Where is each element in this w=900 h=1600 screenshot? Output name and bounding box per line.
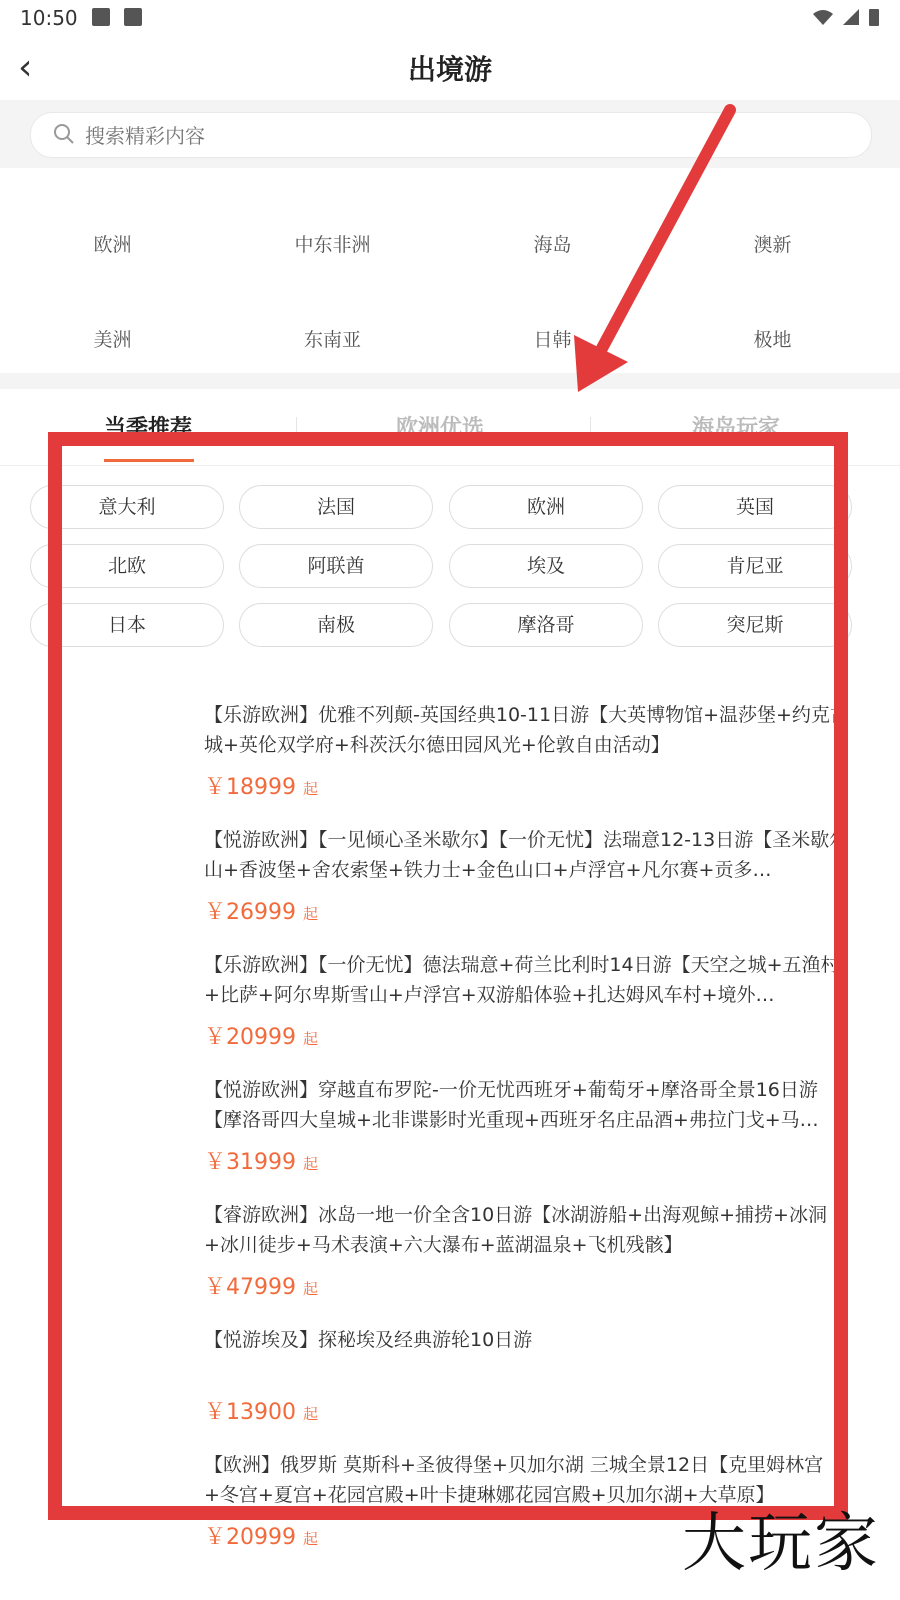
item-title: 【悦游埃及】探秘埃及经典游轮10日游: [204, 1329, 533, 1351]
item-price-suffix: 起: [303, 1155, 319, 1173]
item-price-suffix: 起: [303, 780, 319, 798]
watermark: 大玩家: [682, 1507, 880, 1581]
region-australia-nz[interactable]: 澳新: [753, 234, 792, 256]
item-price: ￥26999: [204, 900, 296, 925]
tag-chip[interactable]: 欧洲: [449, 485, 643, 529]
region-americas[interactable]: 美洲: [93, 329, 132, 351]
tag-chip[interactable]: 北欧: [30, 544, 224, 588]
item-price: ￥13900: [204, 1400, 296, 1425]
item-price: ￥20999: [204, 1525, 296, 1550]
item-price-suffix: 起: [303, 1280, 319, 1298]
region-islands[interactable]: 海岛: [533, 234, 572, 256]
item-price-suffix: 起: [303, 905, 319, 923]
region-europe[interactable]: 欧洲: [93, 234, 132, 256]
item-price-suffix: 起: [303, 1030, 319, 1048]
tag-chip[interactable]: 英国: [658, 485, 852, 529]
back-chevron-icon[interactable]: ‹: [18, 47, 33, 88]
tag-chip[interactable]: 阿联酋: [239, 544, 433, 588]
item-price: ￥47999: [204, 1275, 296, 1300]
item-price: ￥18999: [204, 775, 296, 800]
region-polar[interactable]: 极地: [753, 329, 792, 351]
item-title: 【睿游欧洲】冰岛一地一价全含10日游【冰湖游船+出海观鲸+捕捞+冰洞+冰川徒步+马术表演+六大瀑布+蓝湖温泉+飞机残骸】: [204, 1204, 827, 1256]
tag-chip[interactable]: 埃及: [449, 544, 643, 588]
item-title: 【乐游欧洲】优雅不列颠-英国经典10-11日游【大英博物馆+温莎堡+约克古城+英伦双学府+科茨沃尔德田园风光+伦敦自由活动】: [204, 704, 849, 756]
tag-chip[interactable]: 摩洛哥: [449, 603, 643, 647]
item-title: 【悦游欧洲】【一见倾心圣米歇尔】【一价无忧】法瑞意12-13日游【圣米歇尔山+香波堡+舍农索堡+铁力士+金色山口+卢浮宫+凡尔赛+贡多…: [204, 829, 849, 881]
tag-chip[interactable]: 日本: [30, 603, 224, 647]
region-japan-korea[interactable]: 日韩: [533, 329, 572, 351]
tag-chip[interactable]: 肯尼亚: [658, 544, 852, 588]
status-time: 10:50: [20, 6, 78, 30]
item-price: ￥31999: [204, 1150, 296, 1175]
tag-chip[interactable]: 法国: [239, 485, 433, 529]
item-price: ￥20999: [204, 1025, 296, 1050]
item-title: 【乐游欧洲】【一价无忧】德法瑞意+荷兰比利时14日游【天空之城+五渔村+比萨+阿尔卑斯雪山+卢浮宫+双游船体验+扎达姆风车村+境外…: [204, 954, 840, 1006]
tab-seasonal[interactable]: 当季推荐: [104, 416, 193, 441]
tag-chip[interactable]: 突尼斯: [658, 603, 852, 647]
tag-chip[interactable]: 意大利: [30, 485, 224, 529]
tag-chip[interactable]: 南极: [239, 603, 433, 647]
item-title: 【悦游欧洲】穿越直布罗陀-一价无忧西班牙+葡萄牙+摩洛哥全景16日游【摩洛哥四大皇城+北非谍影时光重现+西班牙名庄品酒+弗拉门戈+马…: [204, 1079, 819, 1131]
tab-island-players[interactable]: 海岛玩家: [692, 416, 781, 441]
tab-europe-picks[interactable]: 欧洲优选: [396, 416, 485, 441]
item-price-suffix: 起: [303, 1405, 319, 1423]
item-title: 【欧洲】俄罗斯 莫斯科+圣彼得堡+贝加尔湖 三城全景12日【克里姆林宫+冬宫+夏宫+花园宫殿+叶卡捷琳娜花园宫殿+贝加尔湖+大草原】: [204, 1454, 824, 1506]
item-price-suffix: 起: [303, 1530, 319, 1548]
page-title: 出境游: [407, 53, 492, 86]
region-middle-east-africa[interactable]: 中东非洲: [294, 234, 371, 256]
region-southeast-asia[interactable]: 东南亚: [303, 329, 361, 351]
